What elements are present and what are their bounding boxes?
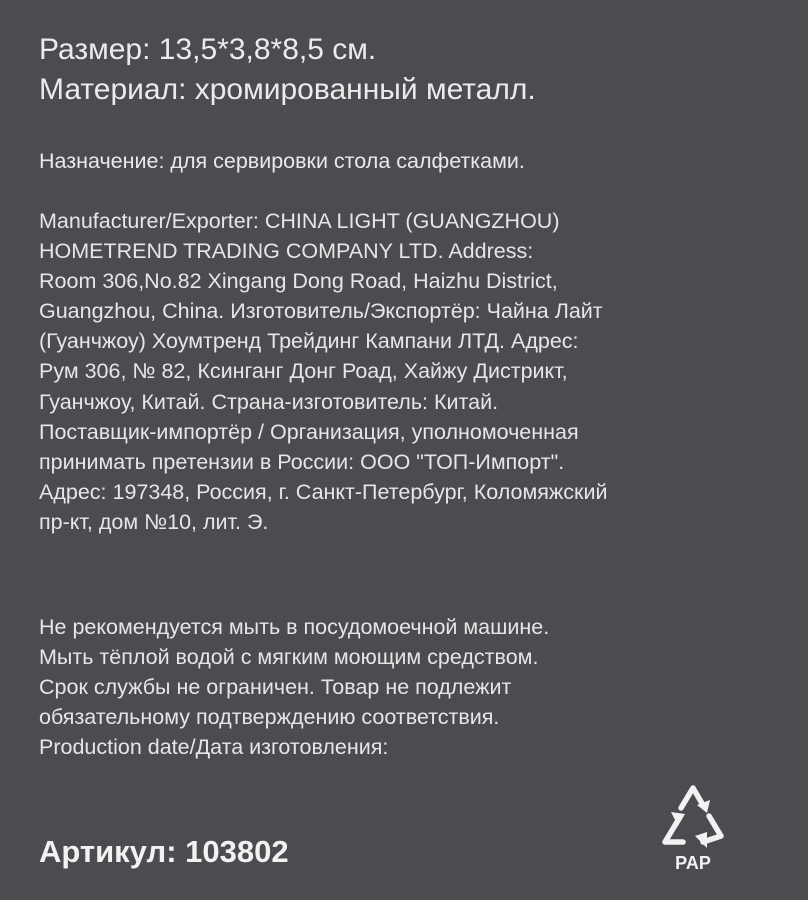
size-spec: Размер: 13,5*3,8*8,5 см. <box>39 33 377 66</box>
manufacturer-line: принимать претензии в России: ООО "ТОП-Импорт". <box>39 449 565 474</box>
care-line: Не рекомендуется мыть в посудомоечной машине. <box>39 615 550 639</box>
care-block <box>39 612 789 762</box>
article-number: Артикул: 103802 <box>39 834 289 869</box>
care-line: Мыть тёплой водой с мягким моющим средством. <box>39 645 539 670</box>
manufacturer-block <box>39 206 789 537</box>
manufacturer-line: HOMETREND TRADING COMPANY LTD. Address: <box>39 239 534 264</box>
production-date-line: Production date/Дата изготовления: <box>39 735 389 760</box>
manufacturer-line: пр-кт, дом №10, лит. Э. <box>39 509 269 534</box>
care-line: Срок службы не ограничен. Товар не подлежит <box>39 675 512 700</box>
manufacturer-line: Guangzhou, China. Изготовитель/Экспортёр: Чайна Лайт <box>39 299 603 324</box>
purpose-text: Назначение: для сервировки стола салфетками. <box>39 149 525 173</box>
care-line: обязательному подтверждению соответствия. <box>39 705 500 730</box>
manufacturer-line: Адрес: 197348, Россия, г. Санкт-Петербург, Коломяжский <box>39 479 608 504</box>
manufacturer-line: (Гуанчжоу) Хоумтренд Трейдинг Кампани ЛТД. Адрес: <box>39 329 579 354</box>
manufacturer-line: Гуанчжоу, Китай. Страна-изготовитель: Китай. <box>39 389 499 414</box>
manufacturer-line: Поставщик-импортёр / Организация, уполномоченная <box>39 419 579 444</box>
specs-block <box>39 30 779 110</box>
recycle-code-label: PAP <box>675 853 711 873</box>
material-spec: Материал: хромированный металл. <box>39 73 536 106</box>
recycle-mark <box>647 778 739 878</box>
manufacturer-line: Рум 306, № 82, Ксинганг Донг Роад, Хайжу Дистрикт, <box>39 359 568 384</box>
recycle-triangle-icon <box>647 778 739 854</box>
manufacturer-line: Room 306,No.82 Xingang Dong Road, Haizhu District, <box>39 269 558 294</box>
manufacturer-line: Manufacturer/Exporter: CHINA LIGHT (GUANGZHOU) <box>39 209 560 233</box>
